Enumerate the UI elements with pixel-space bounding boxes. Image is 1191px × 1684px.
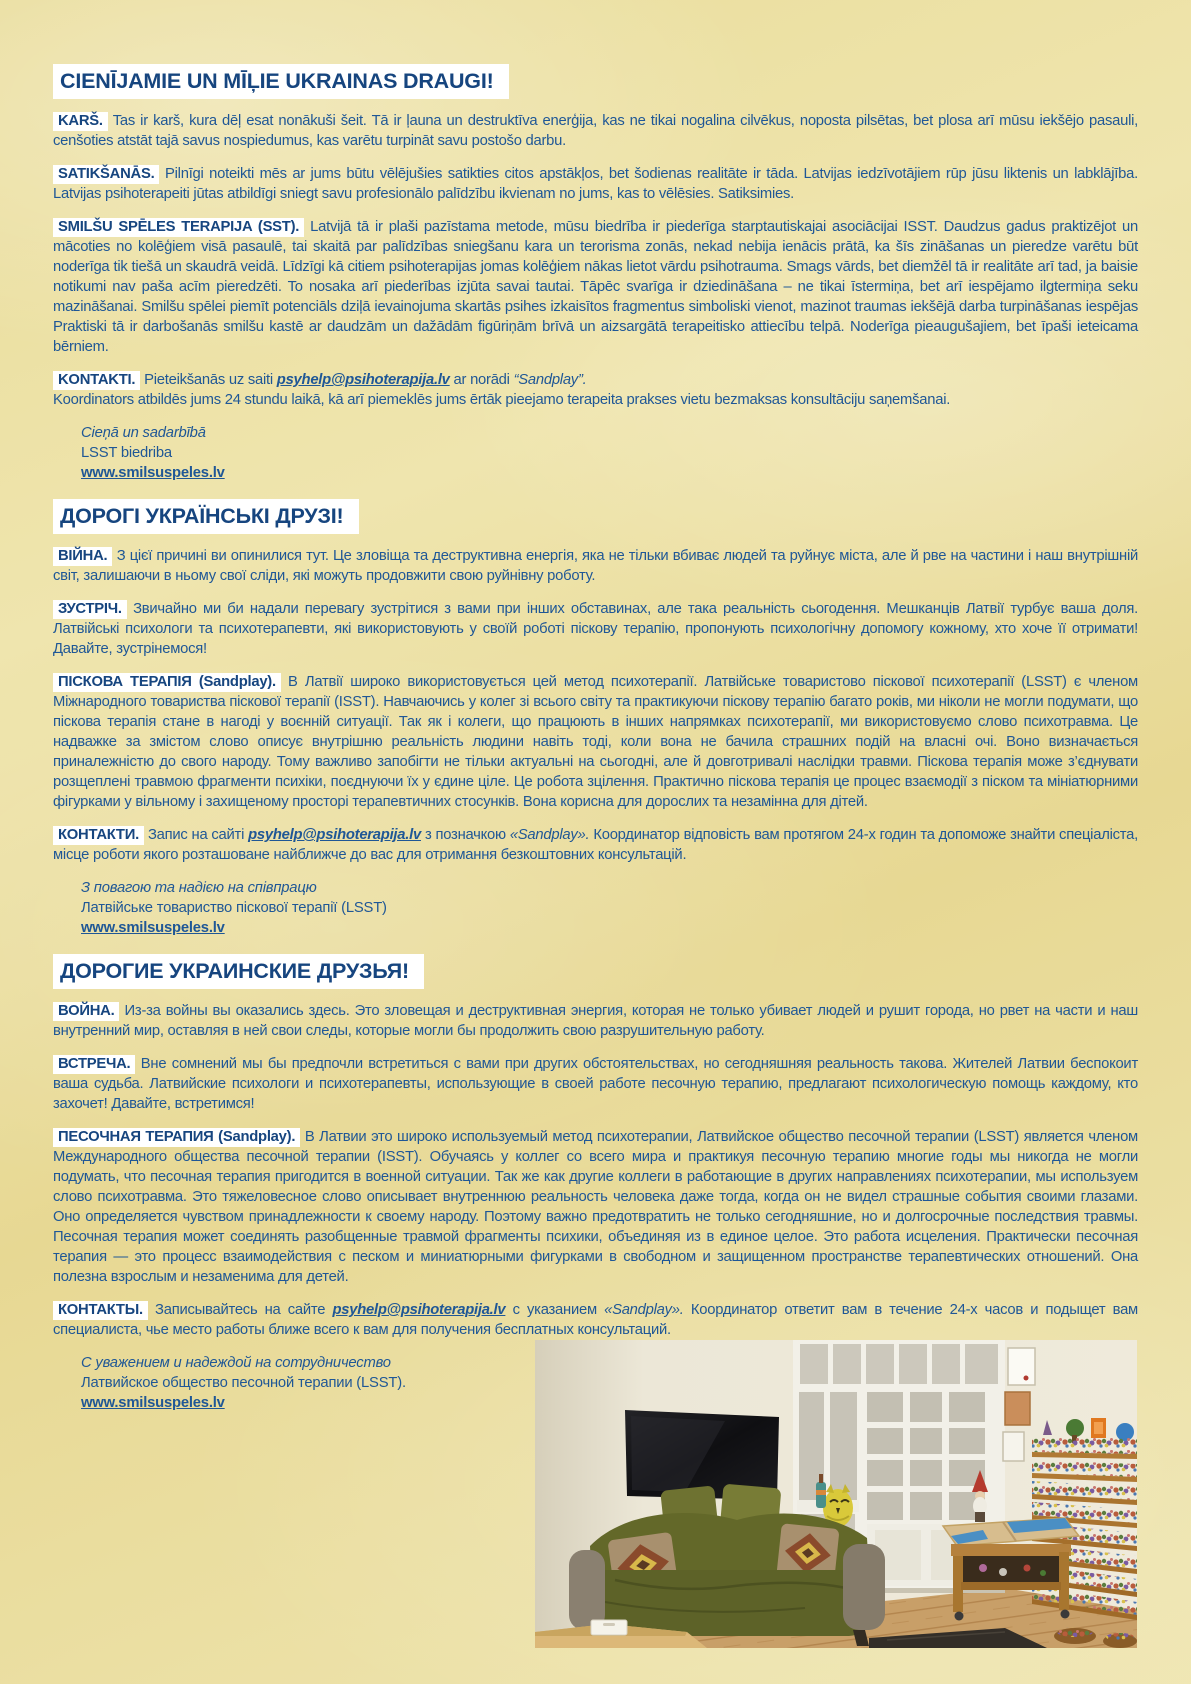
sandplay-tag: «Sandplay». bbox=[509, 827, 590, 843]
paragraph-text: З цієї причині ви опинилися тут. Це зловіща та деструктивна енергія, яка не тільки вбиває людей та руйнує міста, але й рве на частини і наш внутрішній світ, залишаючи в ньому свої сліди, які можуть продовжити свою руйнівну роботу. bbox=[53, 548, 1138, 584]
signoff-ukrainian bbox=[81, 878, 1138, 938]
paragraph-lead: ПЕСОЧНАЯ ТЕРАПИЯ (Sandplay). bbox=[53, 1128, 300, 1147]
paragraph-lead: КОНТАКТИ. bbox=[53, 826, 144, 845]
paragraph-lead: KONTAKTI. bbox=[53, 371, 140, 390]
email-link[interactable]: psyhelp@psihoterapija.lv bbox=[332, 1302, 506, 1318]
paragraph-zustrich bbox=[53, 599, 1138, 659]
paragraph-viina bbox=[53, 546, 1138, 586]
contact-text: Запис на сайті bbox=[147, 827, 245, 843]
heading-latvian: CIENĪJAMIE UN MĪĻIE UKRAINAS DRAUGI! bbox=[53, 64, 509, 99]
contact-text: Записывайтесь на сайте bbox=[155, 1302, 326, 1318]
paragraph-lead: KARŠ. bbox=[53, 112, 108, 131]
paragraph-kontakti-lv bbox=[53, 370, 1138, 410]
signoff-org: LSST biedriba bbox=[81, 445, 172, 461]
contact-text: ar norādi bbox=[453, 372, 510, 388]
paragraph-piskova-terapiia bbox=[53, 672, 1138, 812]
section-ukrainian bbox=[53, 499, 1138, 938]
paragraph-lead: ВІЙНА. bbox=[53, 547, 112, 566]
therapy-room-photo bbox=[535, 1340, 1137, 1648]
paragraph-text: Из-за войны вы оказались здесь. Это зловещая и деструктивная энергия, которая не только убивает людей и рушит города, но рвет на части и наш внутренний мир, оставляя в ней свои следы, которые могли бы продолжить свою разрушительную работу. bbox=[53, 1003, 1138, 1039]
paragraph-vstrecha bbox=[53, 1054, 1138, 1114]
contact-text: Координатор ответит вам в течение 24-х часов и подыщет вам специалиста, чье место работы ближе всего к вам для получения бесплатных консультаций. bbox=[53, 1302, 1138, 1338]
signoff-tagline: З повагою та надією на співпрацю bbox=[81, 880, 317, 896]
contact-text: Координатор відповість вам протягом 24-х годин та допоможе знайти спеціаліста, місце роботи якого розташоване найближче до вас для отримання безкоштовних консультацій. bbox=[53, 827, 1138, 863]
contact-text: с указанием bbox=[512, 1302, 597, 1318]
signoff-latvian bbox=[81, 423, 1138, 483]
paragraph-lead: ВСТРЕЧА. bbox=[53, 1055, 135, 1074]
therapy-room-illustration bbox=[535, 1340, 1137, 1648]
section-latvian bbox=[53, 64, 1138, 483]
signoff-org: Латвійське товариство піскової терапії (LSST) bbox=[81, 900, 387, 916]
paragraph-smilsu-terapija bbox=[53, 217, 1138, 357]
contact-text: Koordinators atbildēs jums 24 stundu laikā, kā arī piemeklēs jums ērtāk pieejamo terapeita prakses vietu bezmaksas konsultāciju saņemšanai. bbox=[53, 392, 951, 408]
paragraph-text: В Латвії широко використовується цей метод психотерапії. Латвійське товаристово піскової психотерапії (LSST) є членом Міжнародного товариства піскової терапії (ISST). Навчаючись у колег зі всього світу та практикуючи піскову терапію багато років, ми ніколи не могли подумати, що піскова терапія стане в нагоді у воєнній ситуації. Так як і колеги, що працюють в інших напрямках психотерапії, ми використовуємо слово психотравма. Це надважке за змістом слово описує внутрішню реальність людини навіть тоді, коли вона не бачила страшних подій на власні очі. Воно визначається приналежністю до свого народу. Тому важливо запобігти не тільки актуальні на сьогодні, але й довготривалі наслідки травми. Піскова терапія може з’єднувати розщеплені травмою фрагменти психіки, поєднуючи їх у єдине ціле. Це робота зцілення. Практично піскова терапія це процес взаємодії з піском та мініатюрними фігурками у вільному і захищеному просторі терапевтичних стосунків. Вона корисна для дорослих та незамінна для дітей. bbox=[53, 674, 1138, 810]
paragraph-lead: КОНТАКТЫ. bbox=[53, 1301, 148, 1320]
paragraph-voina bbox=[53, 1001, 1138, 1041]
paragraph-text: Tas ir karš, kura dēļ esat nonākuši šeit. Tā ir ļauna un destruktīva enerģija, kas ne tikai nogalina cilvēkus, noposta pilsētas, bet plosa arī mūsu iekšējo pasauli, cenšoties atstāt tajā savus nospiedumus, kas varētu turpināt savu postošo darbu. bbox=[53, 113, 1139, 149]
signoff-tagline: С уважением и надеждой на сотрудничество bbox=[81, 1355, 391, 1371]
website-link[interactable]: www.smilsuspeles.lv bbox=[81, 1395, 225, 1411]
paragraph-kars bbox=[53, 111, 1138, 151]
paragraph-text: Вне сомнений мы бы предпочли встретиться с вами при других обстоятельствах, но сегодняшняя реальность такова. Жителей Латвии беспокоит ваша судьба. Латвийские психологи и психотерапевты, использующие в своей работе песочную терапию, предлагают психологическую помощь каждому, кто захочет! Давайте, встретимся! bbox=[53, 1056, 1138, 1112]
paragraph-pesochnaia-terapiia bbox=[53, 1127, 1138, 1287]
contact-text: з позначкою bbox=[424, 827, 506, 843]
contact-text: Pieteikšanās uz saiti bbox=[144, 372, 273, 388]
sandplay-tag: “Sandplay”. bbox=[513, 372, 587, 388]
paragraph-lead: ПІСКОВА ТЕРАПІЯ (Sandplay). bbox=[53, 673, 281, 692]
website-link[interactable]: www.smilsuspeles.lv bbox=[81, 920, 225, 936]
signoff-org: Латвийское общество песочной терапии (LSST). bbox=[81, 1375, 406, 1391]
heading-ukrainian: ДОРОГІ УКРАЇНСЬКІ ДРУЗІ! bbox=[53, 499, 359, 534]
paragraph-satiksanas bbox=[53, 164, 1138, 204]
paragraph-lead: ЗУСТРІЧ. bbox=[53, 600, 127, 619]
paragraph-kontakty-ua bbox=[53, 825, 1138, 865]
email-link[interactable]: psyhelp@psihoterapija.lv bbox=[276, 372, 450, 388]
signoff-tagline: Cieņā un sadarbībā bbox=[81, 425, 206, 441]
sandplay-tag: «Sandplay». bbox=[604, 1302, 684, 1318]
paragraph-lead: ВОЙНА. bbox=[53, 1002, 119, 1021]
paragraph-kontakty-ru bbox=[53, 1300, 1138, 1340]
paragraph-text: Latvijā tā ir plaši pazīstama metode, mūsu biedrība ir piederīga starptautiskajai asociācijai ISST. Daudzus gadus praktizējot un mācoties no kolēģiem visā pasaulē, tai skaitā par palīdzības sniegšanu kara un terorisma zonās, nekad nebija ienācis prātā, ka šīs zināšanas un pieredze varētu būt noderīga tik tiešā un skaudrā veidā. Līdzīgi kā citiem psihoterapijas jomas kolēģiem nākas lietot vārdu psihotrauma. Smags vārds, bet diemžēl tā ir realitāte arī tad, ja baisie notikumi nav paša acīm pieredzēti. To nosaka arī piederības izjūta savai tautai. Tāpēc svarīga ir dziedināšana – ne tikai īstermiņa, bet arī iespējamo ilgtermiņa seku mazināšanai. Smilšu spēlei piemīt potenciāls dziļā ievainojuma skartās psihes izkaisītos fragmentus simboliski vienot, mazinot traumas iekšējā darba turpināšanas iespējas Praktiski tā ir darbošanās smilšu kastē ar daudzām un dažādām figūriņām brīvā un aizsargātā terapeitisko attiecību telpā. Noderīga pieaugušajiem, bet īpaši ieteicama bērniem. bbox=[53, 219, 1138, 355]
website-link[interactable]: www.smilsuspeles.lv bbox=[81, 465, 225, 481]
email-link[interactable]: psyhelp@psihoterapija.lv bbox=[248, 827, 421, 843]
paragraph-text: В Латвии это широко используемый метод психотерапии, Латвийское общество песочной терапии (LSST) является членом Международного общества песочной терапии (ISST). Обучаясь у коллег со всего мира и практикуя песочную терапию многие годы мы никогда не могли подумать, что песочная терапия пригодится в военной ситуации. Так же как другие коллеги в работающие в других направлениях психотерапии, мы используем слово психотравма. Это тяжеловесное слово описывает внутреннюю реальность человека даже тогда, когда он не видел страшные события своими глазами. Оно определяется чувством принадлежности к своему народу. Поэтому важно предотвратить не только сегодняшние, но и долгосрочные последствия травмы. Песочная терапия может соединять разобщенные травмой фрагменты психики, объединяя из в единое целое. Это работа исцеления. Практически песочная терапия — это процесс взаимодействия с песком и миниатюрными фигурками в свободном и защищенном пространстве терапевтических отношений. Она полезна взрослым и незаменима для детей. bbox=[53, 1129, 1138, 1285]
paragraph-lead: SATIKŠANĀS. bbox=[53, 165, 159, 184]
heading-russian: ДОРОГИЕ УКРАИНСКИЕ ДРУЗЬЯ! bbox=[53, 954, 424, 989]
paragraph-text: Звичайно ми би надали перевагу зустрітися з вами при інших обставинах, але така реальність сьогодення. Мешканців Латвії турбує ваша доля. Латвійські психологи та психотерапевти, які використовують у своїй роботі піскову терапію, пропонують психологічну допомогу кожному, хто хоче її отримати! Давайте, зустрінемося! bbox=[53, 601, 1138, 657]
paragraph-lead: SMILŠU SPĒLES TERAPIJA (SST). bbox=[53, 218, 304, 237]
paragraph-text: Pilnīgi noteikti mēs ar jums būtu vēlējušies satikties citos apstākļos, bet šodienas realitāte ir tāda. Latvijas iedzīvotājiem rūp jūsu liktenis un labklājība. Latvijas psihoterapeiti jūtas atbildīgi sniegt savu profesionālo palīdzību ikvienam no jums, kas to vēlēsies. Satiksimies. bbox=[53, 166, 1138, 202]
